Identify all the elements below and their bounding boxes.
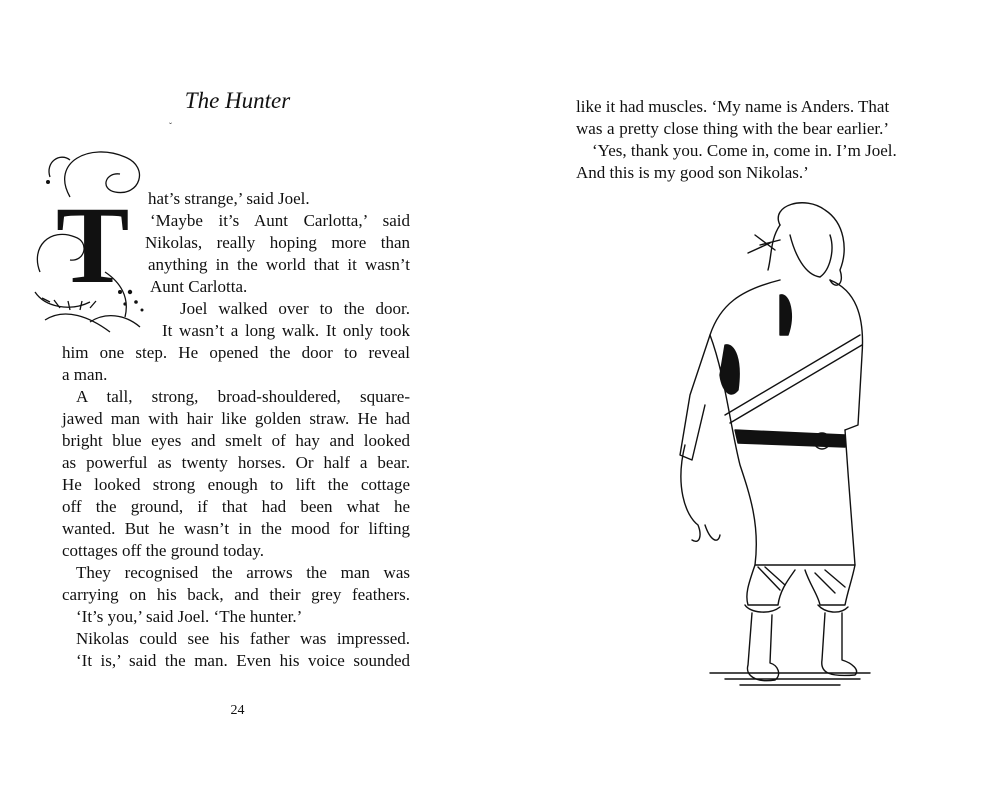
- text-line: They recognised the arrows the man was: [76, 563, 410, 582]
- text-line: Aunt Carlotta.: [150, 277, 248, 296]
- page-number: 24: [230, 703, 245, 718]
- text-line: Nikolas, really hoping more than: [145, 233, 410, 252]
- text-line: him one step. He opened the door to reveal: [62, 343, 410, 362]
- chapter-title: The Hunter: [184, 88, 291, 113]
- text-line: like it had muscles. ‘My name is Anders. That: [576, 97, 890, 116]
- text-line: He looked strong enough to lift the cottage: [62, 475, 410, 494]
- text-line: Joel walked over to the door.: [180, 299, 410, 318]
- drop-cap-letter: T: [56, 184, 130, 306]
- text-line: Nikolas could see his father was impressed.: [76, 629, 410, 648]
- text-line: as powerful as twenty horses. Or half a bear.: [62, 453, 410, 472]
- hunter-illustration: [630, 195, 880, 690]
- text-line: anything in the world that it wasn’t: [148, 255, 410, 274]
- text-line: ‘It’s you,’ said Joel. ‘The hunter.’: [76, 607, 303, 626]
- text-line: ‘Yes, thank you. Come in, come in. I’m Joel.: [592, 141, 897, 160]
- right-page: [500, 0, 1000, 796]
- text-line: A tall, strong, broad-shouldered, square-: [76, 387, 410, 406]
- text-line: wanted. But he wasn’t in the mood for lifting: [62, 519, 410, 538]
- text-line: cottages off the ground today.: [62, 541, 265, 560]
- text-line: carrying on his back, and their grey feathers.: [62, 585, 410, 604]
- text-line: jawed man with hair like golden straw. He had: [62, 409, 410, 428]
- text-line: ‘Maybe it’s Aunt Carlotta,’ said: [150, 211, 410, 230]
- text-line: hat’s strange,’ said Joel.: [148, 189, 310, 208]
- text-line: off the ground, if that had been what he: [62, 497, 410, 516]
- ornament-mark: ˇ: [169, 121, 172, 131]
- text-line: bright blue eyes and smelt of hay and looked: [62, 431, 410, 450]
- text-line: And this is my good son Nikolas.’: [576, 163, 809, 182]
- text-line: was a pretty close thing with the bear earlier.’: [576, 119, 889, 138]
- text-line: a man.: [62, 365, 108, 384]
- text-line: ‘It is,’ said the man. Even his voice sounded: [76, 651, 410, 670]
- text-line: It wasn’t a long walk. It only took: [162, 321, 410, 340]
